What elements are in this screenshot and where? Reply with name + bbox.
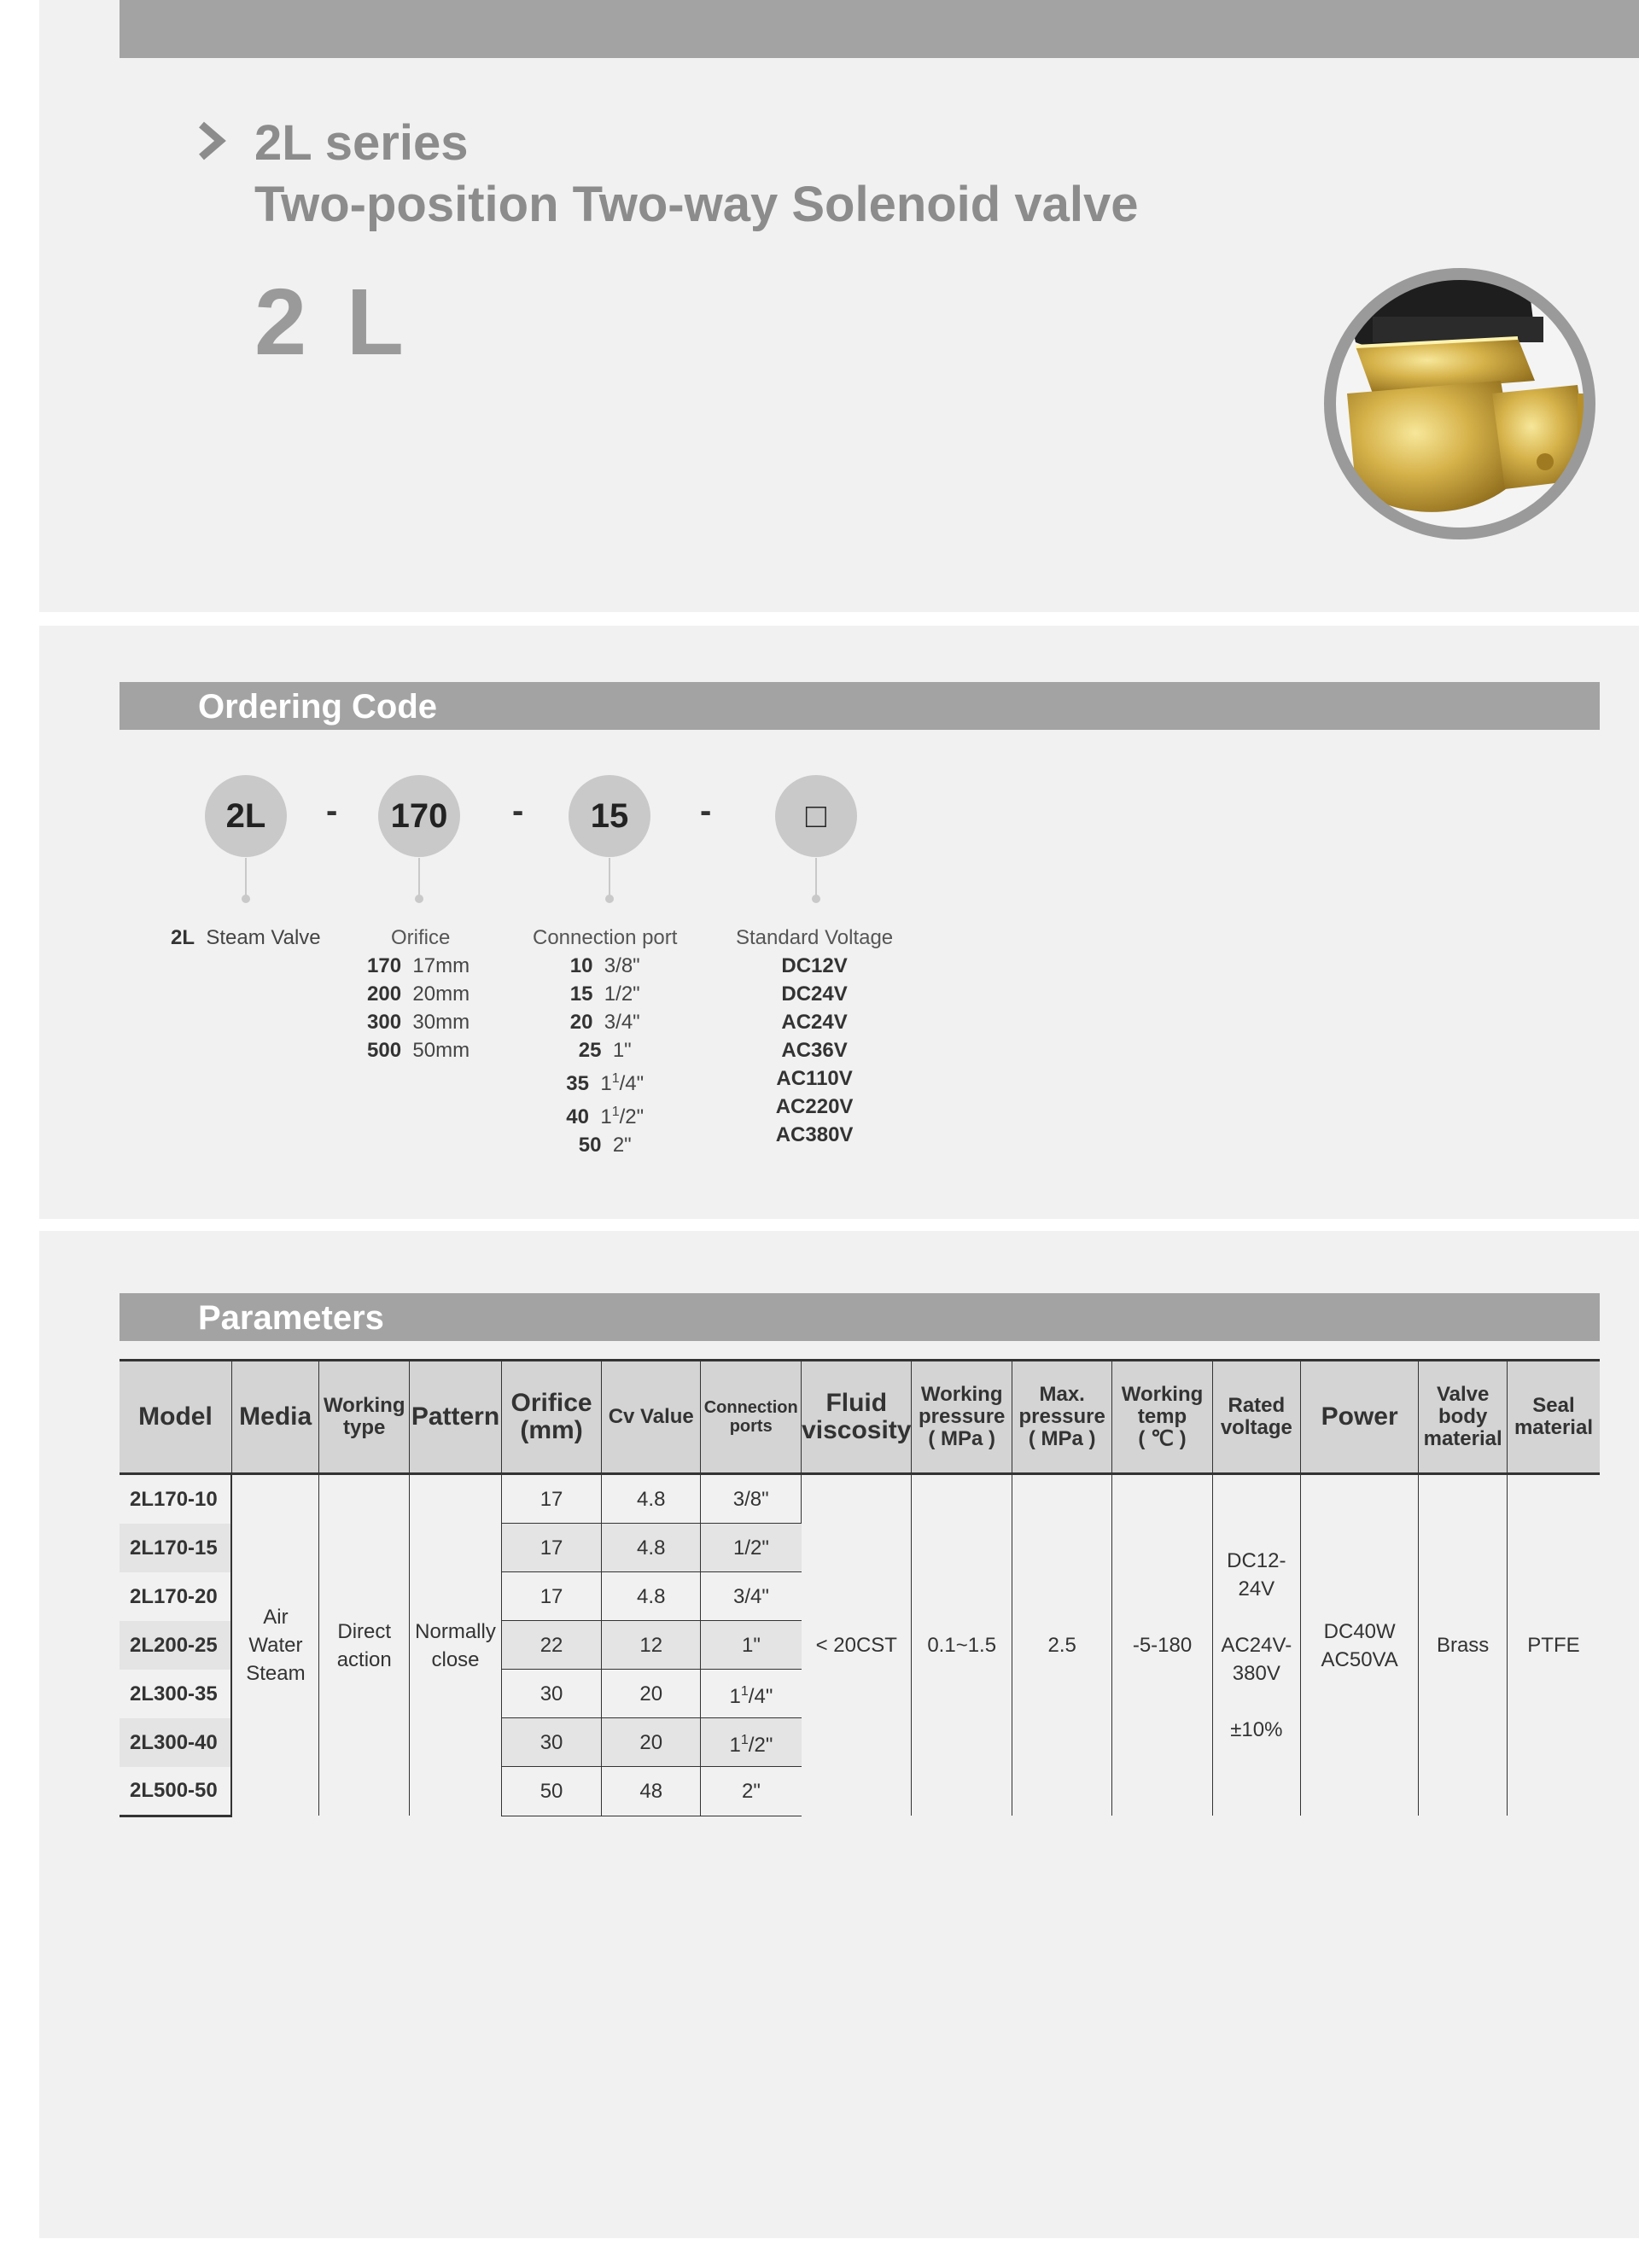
cell-model: 2L170-10 bbox=[120, 1474, 231, 1524]
cell-model: 2L170-15 bbox=[120, 1524, 231, 1572]
orifice-row: 500 50mm bbox=[367, 1039, 470, 1062]
port-header: Connection port bbox=[533, 926, 678, 949]
cell-model: 2L170-20 bbox=[120, 1572, 231, 1621]
parameters-title: Parameters bbox=[198, 1299, 384, 1337]
table-row bbox=[120, 1474, 1600, 1524]
cell-model: 2L300-35 bbox=[120, 1670, 231, 1718]
connector-dot bbox=[415, 895, 423, 903]
col-header-cv: Cv Value bbox=[602, 1361, 701, 1474]
orifice-header: Orifice bbox=[391, 926, 451, 949]
cell-media: Air Water Steam bbox=[231, 1474, 318, 1816]
cell-port: 1" bbox=[701, 1621, 802, 1670]
cell-power: DC40W AC50VA bbox=[1301, 1474, 1419, 1816]
cell-port: 3/4" bbox=[701, 1572, 802, 1621]
cell-orifice: 50 bbox=[501, 1767, 601, 1816]
series-name: 2L series bbox=[254, 115, 469, 171]
cell-model: 2L300-40 bbox=[120, 1718, 231, 1767]
orifice-row: 170 17mm bbox=[367, 954, 470, 977]
cell-cv: 4.8 bbox=[602, 1524, 701, 1572]
cell-seal: PTFE bbox=[1507, 1474, 1600, 1816]
cell-port: 1/2" bbox=[701, 1524, 802, 1572]
code-circle-voltage: □ bbox=[775, 775, 857, 857]
code-circle-type: 2L bbox=[205, 775, 287, 857]
voltage-option: AC220V bbox=[775, 1095, 854, 1118]
parameters-bar bbox=[120, 1293, 1600, 1341]
cell-port: $1^1/2$" bbox=[701, 1718, 802, 1767]
cell-rated-voltage: DC12- 24V AC24V- 380V ±10% bbox=[1212, 1474, 1300, 1816]
top-bar bbox=[120, 0, 1639, 58]
cell-cv: 20 bbox=[602, 1718, 701, 1767]
code-separator: - bbox=[512, 792, 524, 830]
connector-dot bbox=[605, 895, 614, 903]
port-row: 20 3/4" bbox=[569, 1011, 640, 1034]
voltage-option: AC380V bbox=[775, 1123, 854, 1146]
port-row: 35 $1^1/4$" bbox=[566, 1071, 645, 1095]
cell-model: 2L200-25 bbox=[120, 1621, 231, 1670]
col-header-max-pressure: Max. pressure ( MPa ) bbox=[1012, 1361, 1111, 1474]
cell-pattern: Normally close bbox=[410, 1474, 502, 1816]
cell-cv: 4.8 bbox=[602, 1572, 701, 1621]
cell-max-pressure: 2.5 bbox=[1012, 1474, 1111, 1816]
port-row: 10 3/8" bbox=[569, 954, 640, 977]
cell-fluid-viscosity: < 20CST bbox=[802, 1474, 912, 1816]
voltage-option: AC24V bbox=[781, 1011, 848, 1034]
type-code: 2L bbox=[171, 926, 195, 949]
voltage-option: AC36V bbox=[781, 1039, 848, 1062]
model-large-label: 2 L bbox=[254, 270, 411, 375]
ordering-code-bar bbox=[120, 682, 1600, 730]
cell-port: $1^1/4$" bbox=[701, 1670, 802, 1718]
cell-orifice: 17 bbox=[501, 1572, 601, 1621]
connector-dot bbox=[242, 895, 250, 903]
voltage-header: Standard Voltage bbox=[736, 926, 894, 949]
col-header-working-temp: Working temp ( ℃ ) bbox=[1112, 1361, 1212, 1474]
cell-cv: 20 bbox=[602, 1670, 701, 1718]
chevron-right-icon bbox=[195, 120, 229, 162]
voltage-option: DC12V bbox=[781, 954, 848, 977]
orifice-legend bbox=[367, 924, 470, 1064]
voltage-option: DC24V bbox=[781, 982, 848, 1006]
cell-working-type: Direct action bbox=[319, 1474, 410, 1816]
type-legend bbox=[171, 924, 321, 952]
voltage-legend bbox=[736, 924, 893, 1149]
cell-cv: 48 bbox=[602, 1767, 701, 1816]
port-legend bbox=[533, 924, 677, 1159]
cell-port: 3/8" bbox=[701, 1474, 802, 1524]
col-header-seal: Seal material bbox=[1507, 1361, 1600, 1474]
orifice-row: 200 20mm bbox=[367, 982, 470, 1006]
port-row: 15 1/2" bbox=[569, 982, 640, 1006]
type-desc: Steam Valve bbox=[206, 926, 321, 949]
port-row: 50 2" bbox=[578, 1134, 632, 1157]
col-header-connection-ports: Connection ports bbox=[701, 1361, 802, 1474]
cell-working-pressure: 0.1~1.5 bbox=[912, 1474, 1012, 1816]
col-header-media: Media bbox=[231, 1361, 318, 1474]
code-separator: - bbox=[326, 792, 338, 830]
code-circle-port: 15 bbox=[569, 775, 650, 857]
valve-photo bbox=[1321, 265, 1598, 542]
col-header-orifice: Orifice (mm) bbox=[501, 1361, 601, 1474]
cell-orifice: 17 bbox=[501, 1524, 601, 1572]
cell-cv: 4.8 bbox=[602, 1474, 701, 1524]
series-subtitle: Two-position Two-way Solenoid valve bbox=[254, 177, 1139, 232]
cell-port: 2" bbox=[701, 1767, 802, 1816]
cell-orifice: 30 bbox=[501, 1718, 601, 1767]
cell-valve-body: Brass bbox=[1419, 1474, 1508, 1816]
col-header-valve-body: Valve body material bbox=[1419, 1361, 1508, 1474]
col-header-power: Power bbox=[1301, 1361, 1419, 1474]
col-header-working-type: Working type bbox=[319, 1361, 410, 1474]
connector-dot bbox=[812, 895, 820, 903]
col-header-model: Model bbox=[120, 1361, 231, 1474]
parameters-table bbox=[120, 1359, 1600, 1817]
cell-orifice: 17 bbox=[501, 1474, 601, 1524]
table-header-row bbox=[120, 1361, 1600, 1474]
cell-model: 2L500-50 bbox=[120, 1767, 231, 1816]
ordering-code-title: Ordering Code bbox=[198, 688, 438, 726]
code-separator: - bbox=[700, 792, 712, 830]
col-header-fluid-viscosity: Fluid viscosity bbox=[802, 1361, 912, 1474]
orifice-row: 300 30mm bbox=[367, 1011, 470, 1034]
col-header-pattern: Pattern bbox=[410, 1361, 502, 1474]
cell-orifice: 22 bbox=[501, 1621, 601, 1670]
code-circle-orifice: 170 bbox=[378, 775, 460, 857]
cell-orifice: 30 bbox=[501, 1670, 601, 1718]
cell-cv: 12 bbox=[602, 1621, 701, 1670]
product-title bbox=[254, 113, 1138, 236]
port-row: 25 1" bbox=[578, 1039, 632, 1062]
col-header-working-pressure: Working pressure ( MPa ) bbox=[912, 1361, 1012, 1474]
cell-working-temp: -5-180 bbox=[1112, 1474, 1212, 1816]
col-header-rated-voltage: Rated voltage bbox=[1212, 1361, 1300, 1474]
voltage-option: AC110V bbox=[776, 1067, 853, 1090]
port-row: 40 $1^1/2$" bbox=[566, 1105, 645, 1128]
